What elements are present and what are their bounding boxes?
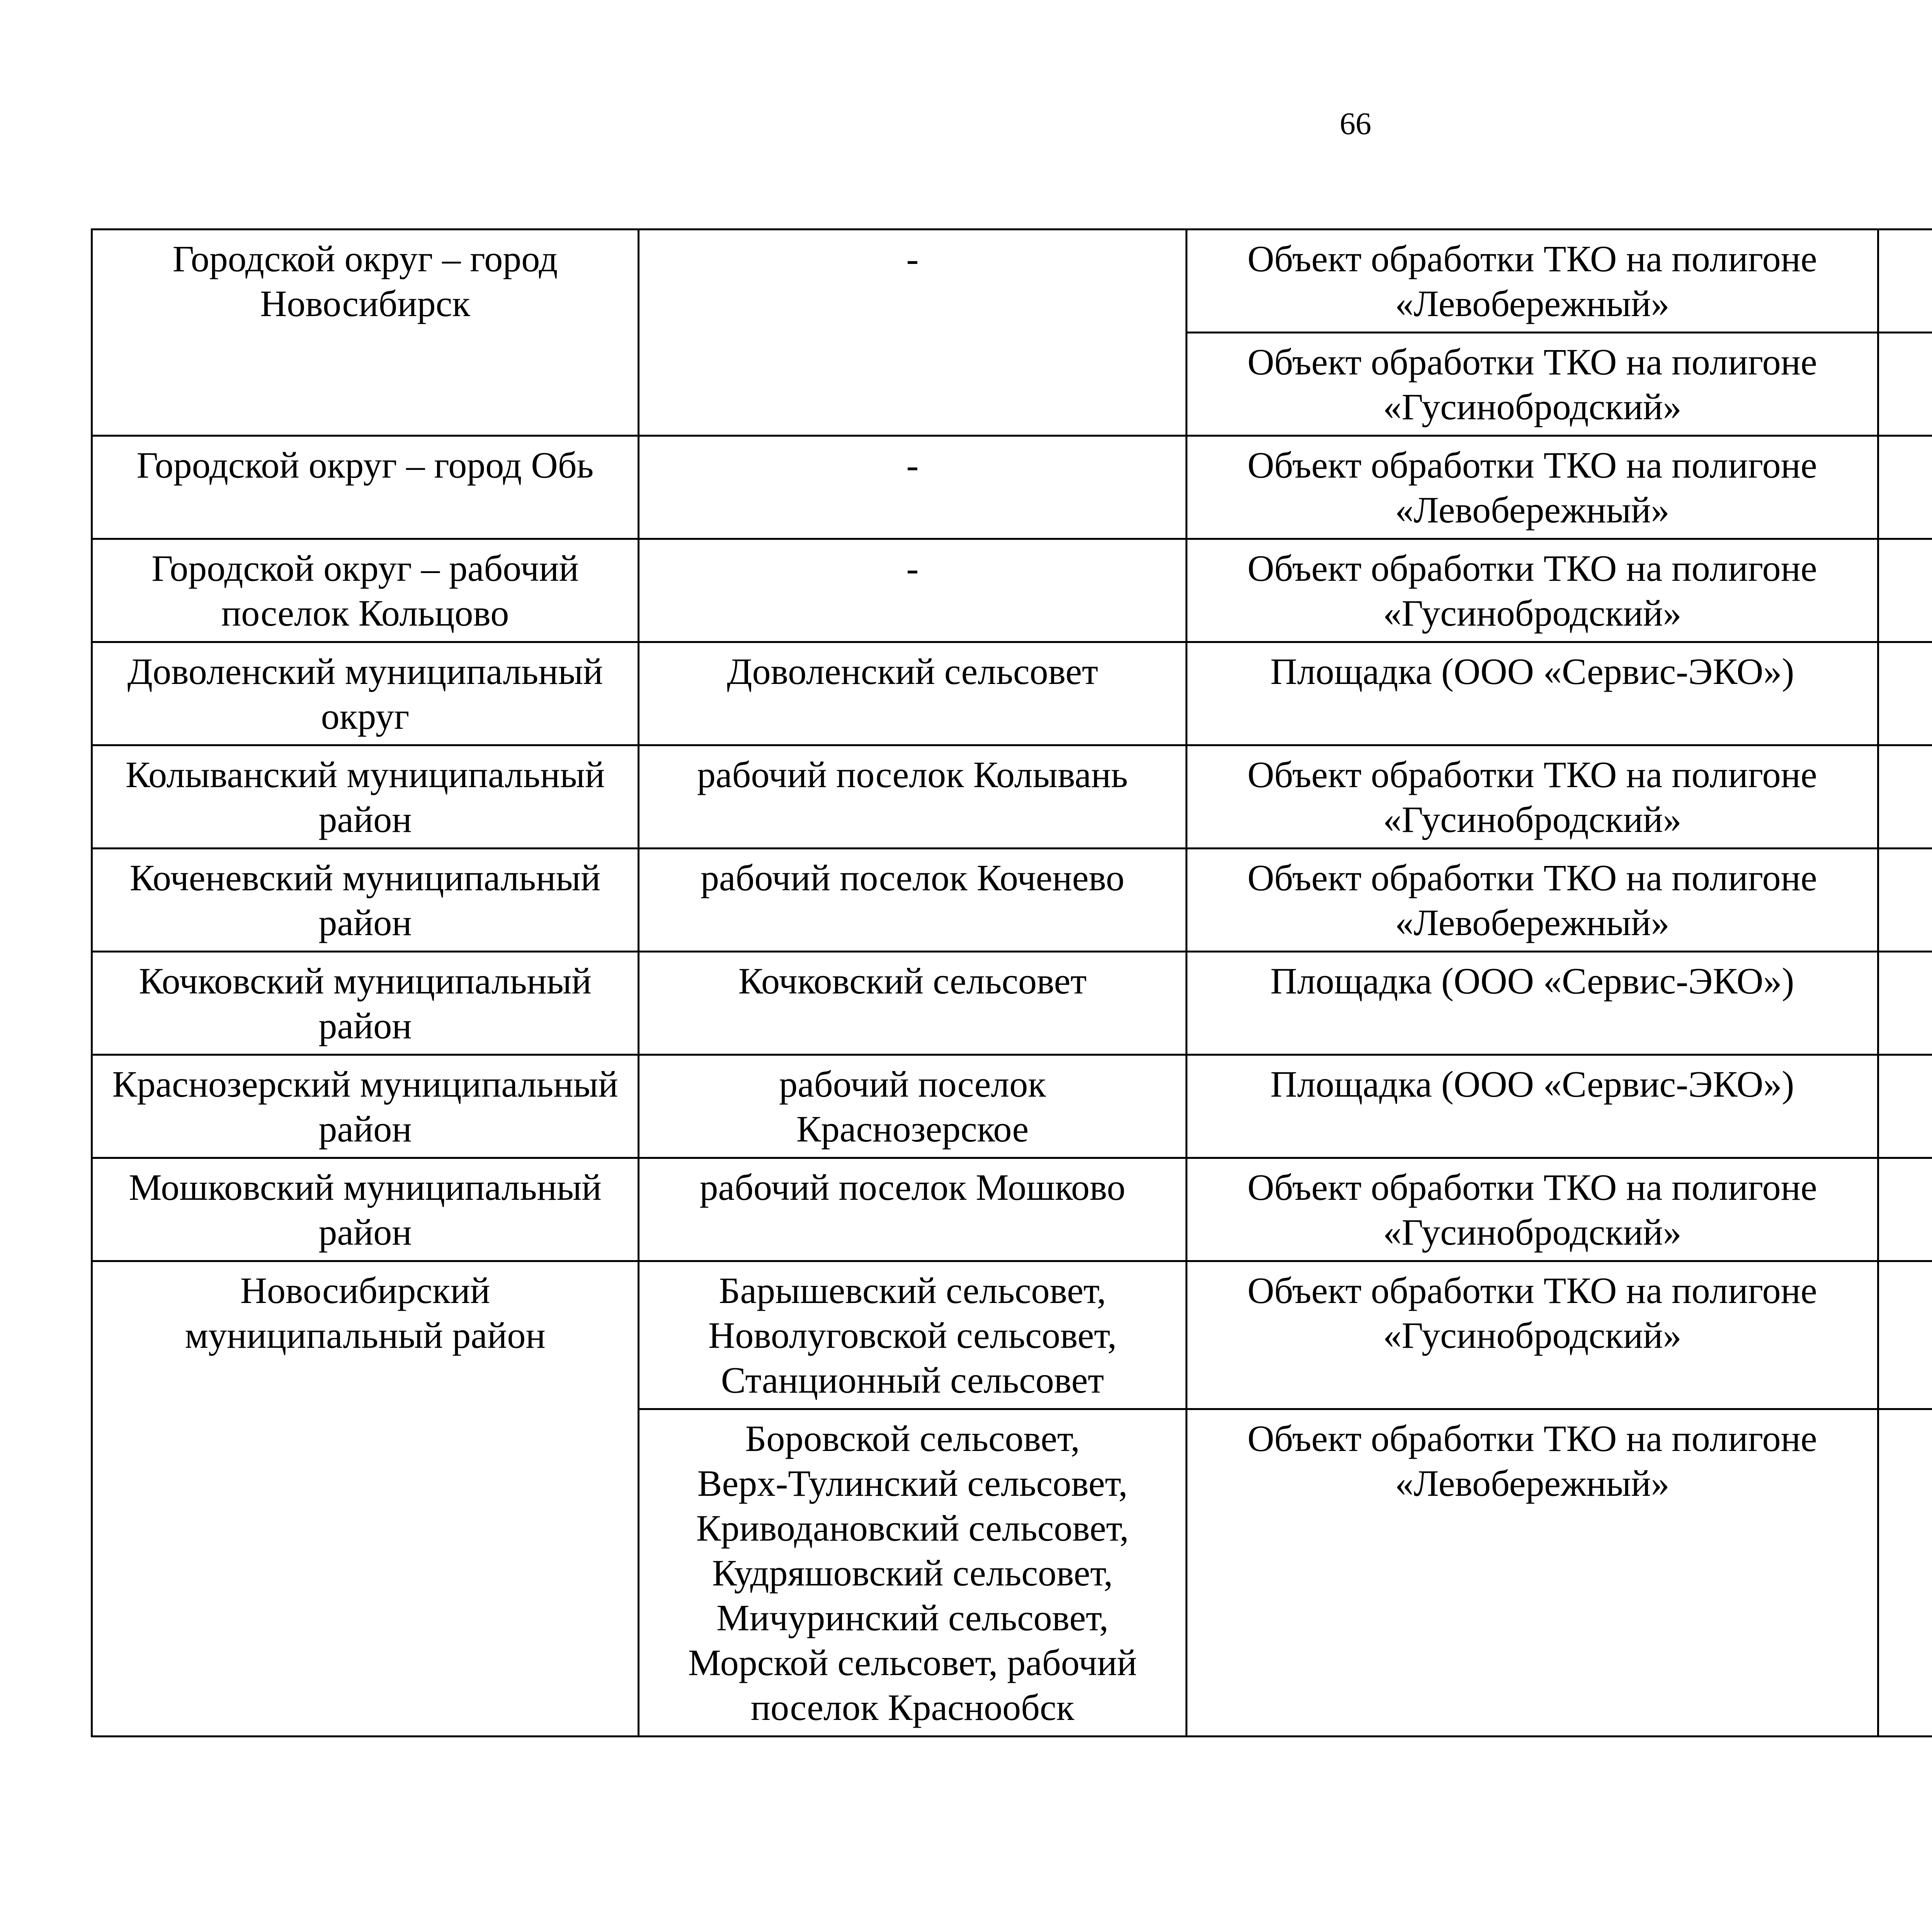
landfill-cell <box>1878 1409 1932 1737</box>
municipality-cell: Доволенский муниципальный округ <box>92 642 639 745</box>
settlement-cell: - <box>639 230 1187 436</box>
settlement-cell: рабочий поселок Краснозерское <box>639 1055 1187 1158</box>
landfill-cell <box>1878 849 1932 952</box>
table-row <box>92 539 1932 642</box>
page-number: 66 <box>1340 106 1371 141</box>
table-row <box>92 1055 1932 1158</box>
facility-cell: Объект обработки ТКО на полигоне «Гусинобродский» <box>1187 539 1878 642</box>
municipality-cell: Краснозерский муниципальный район <box>92 1055 639 1158</box>
table-row <box>92 230 1932 333</box>
municipality-cell: Новосибирский муниципальный район <box>92 1261 639 1737</box>
landfill-cell <box>1878 1158 1932 1261</box>
landfill-cell <box>1878 1055 1932 1158</box>
settlement-cell: Кочковский сельсовет <box>639 952 1187 1055</box>
facility-cell: Площадка (ООО «Сервис-ЭКО») <box>1187 642 1878 745</box>
municipality-cell: Городской округ – рабочий поселок Кольцово <box>92 539 639 642</box>
table-row <box>92 849 1932 952</box>
municipality-cell: Городской округ – город Новосибирск <box>92 230 639 436</box>
landfill-cell <box>1878 539 1932 642</box>
waste-routing-table <box>91 228 1932 1737</box>
settlement-cell: Доволенский сельсовет <box>639 642 1187 745</box>
settlement-cell: - <box>639 436 1187 539</box>
municipality-cell: Городской округ – город Обь <box>92 436 639 539</box>
facility-cell: Объект обработки ТКО на полигоне «Левобережный» <box>1187 436 1878 539</box>
landfill-cell <box>1878 745 1932 849</box>
settlement-cell: Боровской сельсовет, Верх-Тулинский сельсовет, Криводановский сельсовет, Кудряшовский сельсовет, Мичуринский сельсовет, Морской сельсовет, рабочий поселок Краснообск <box>639 1409 1187 1737</box>
landfill-cell <box>1878 230 1932 333</box>
municipality-cell: Мошковский муниципальный район <box>92 1158 639 1261</box>
table-row <box>92 952 1932 1055</box>
settlement-cell: Барышевский сельсовет, Новолуговской сельсовет, Станционный сельсовет <box>639 1261 1187 1409</box>
table-row <box>92 642 1932 745</box>
facility-cell: Объект обработки ТКО на полигоне «Гусинобродский» <box>1187 1261 1878 1409</box>
landfill-cell <box>1878 952 1932 1055</box>
facility-cell: Объект обработки ТКО на полигоне «Левобережный» <box>1187 230 1878 333</box>
table-row <box>92 745 1932 849</box>
landfill-cell <box>1878 642 1932 745</box>
facility-cell: Объект обработки ТКО на полигоне «Левобережный» <box>1187 849 1878 952</box>
settlement-cell: рабочий поселок Колывань <box>639 745 1187 849</box>
landfill-cell <box>1878 436 1932 539</box>
facility-cell: Объект обработки ТКО на полигоне «Гусинобродский» <box>1187 333 1878 436</box>
facility-cell: Площадка (ООО «Сервис-ЭКО») <box>1187 952 1878 1055</box>
table-row <box>92 1158 1932 1261</box>
landfill-cell <box>1878 1261 1932 1409</box>
settlement-cell: рабочий поселок Коченево <box>639 849 1187 952</box>
municipality-cell: Коченевский муниципальный район <box>92 849 639 952</box>
facility-cell: Площадка (ООО «Сервис-ЭКО») <box>1187 1055 1878 1158</box>
table-row <box>92 436 1932 539</box>
facility-cell: Объект обработки ТКО на полигоне «Гусинобродский» <box>1187 745 1878 849</box>
landfill-cell <box>1878 333 1932 436</box>
municipality-cell: Кочковский муниципальный район <box>92 952 639 1055</box>
settlement-cell: рабочий поселок Мошково <box>639 1158 1187 1261</box>
settlement-cell: - <box>639 539 1187 642</box>
table-row <box>92 1261 1932 1409</box>
municipality-cell: Колыванский муниципальный район <box>92 745 639 849</box>
facility-cell: Объект обработки ТКО на полигоне «Гусинобродский» <box>1187 1158 1878 1261</box>
facility-cell: Объект обработки ТКО на полигоне «Левобережный» <box>1187 1409 1878 1737</box>
